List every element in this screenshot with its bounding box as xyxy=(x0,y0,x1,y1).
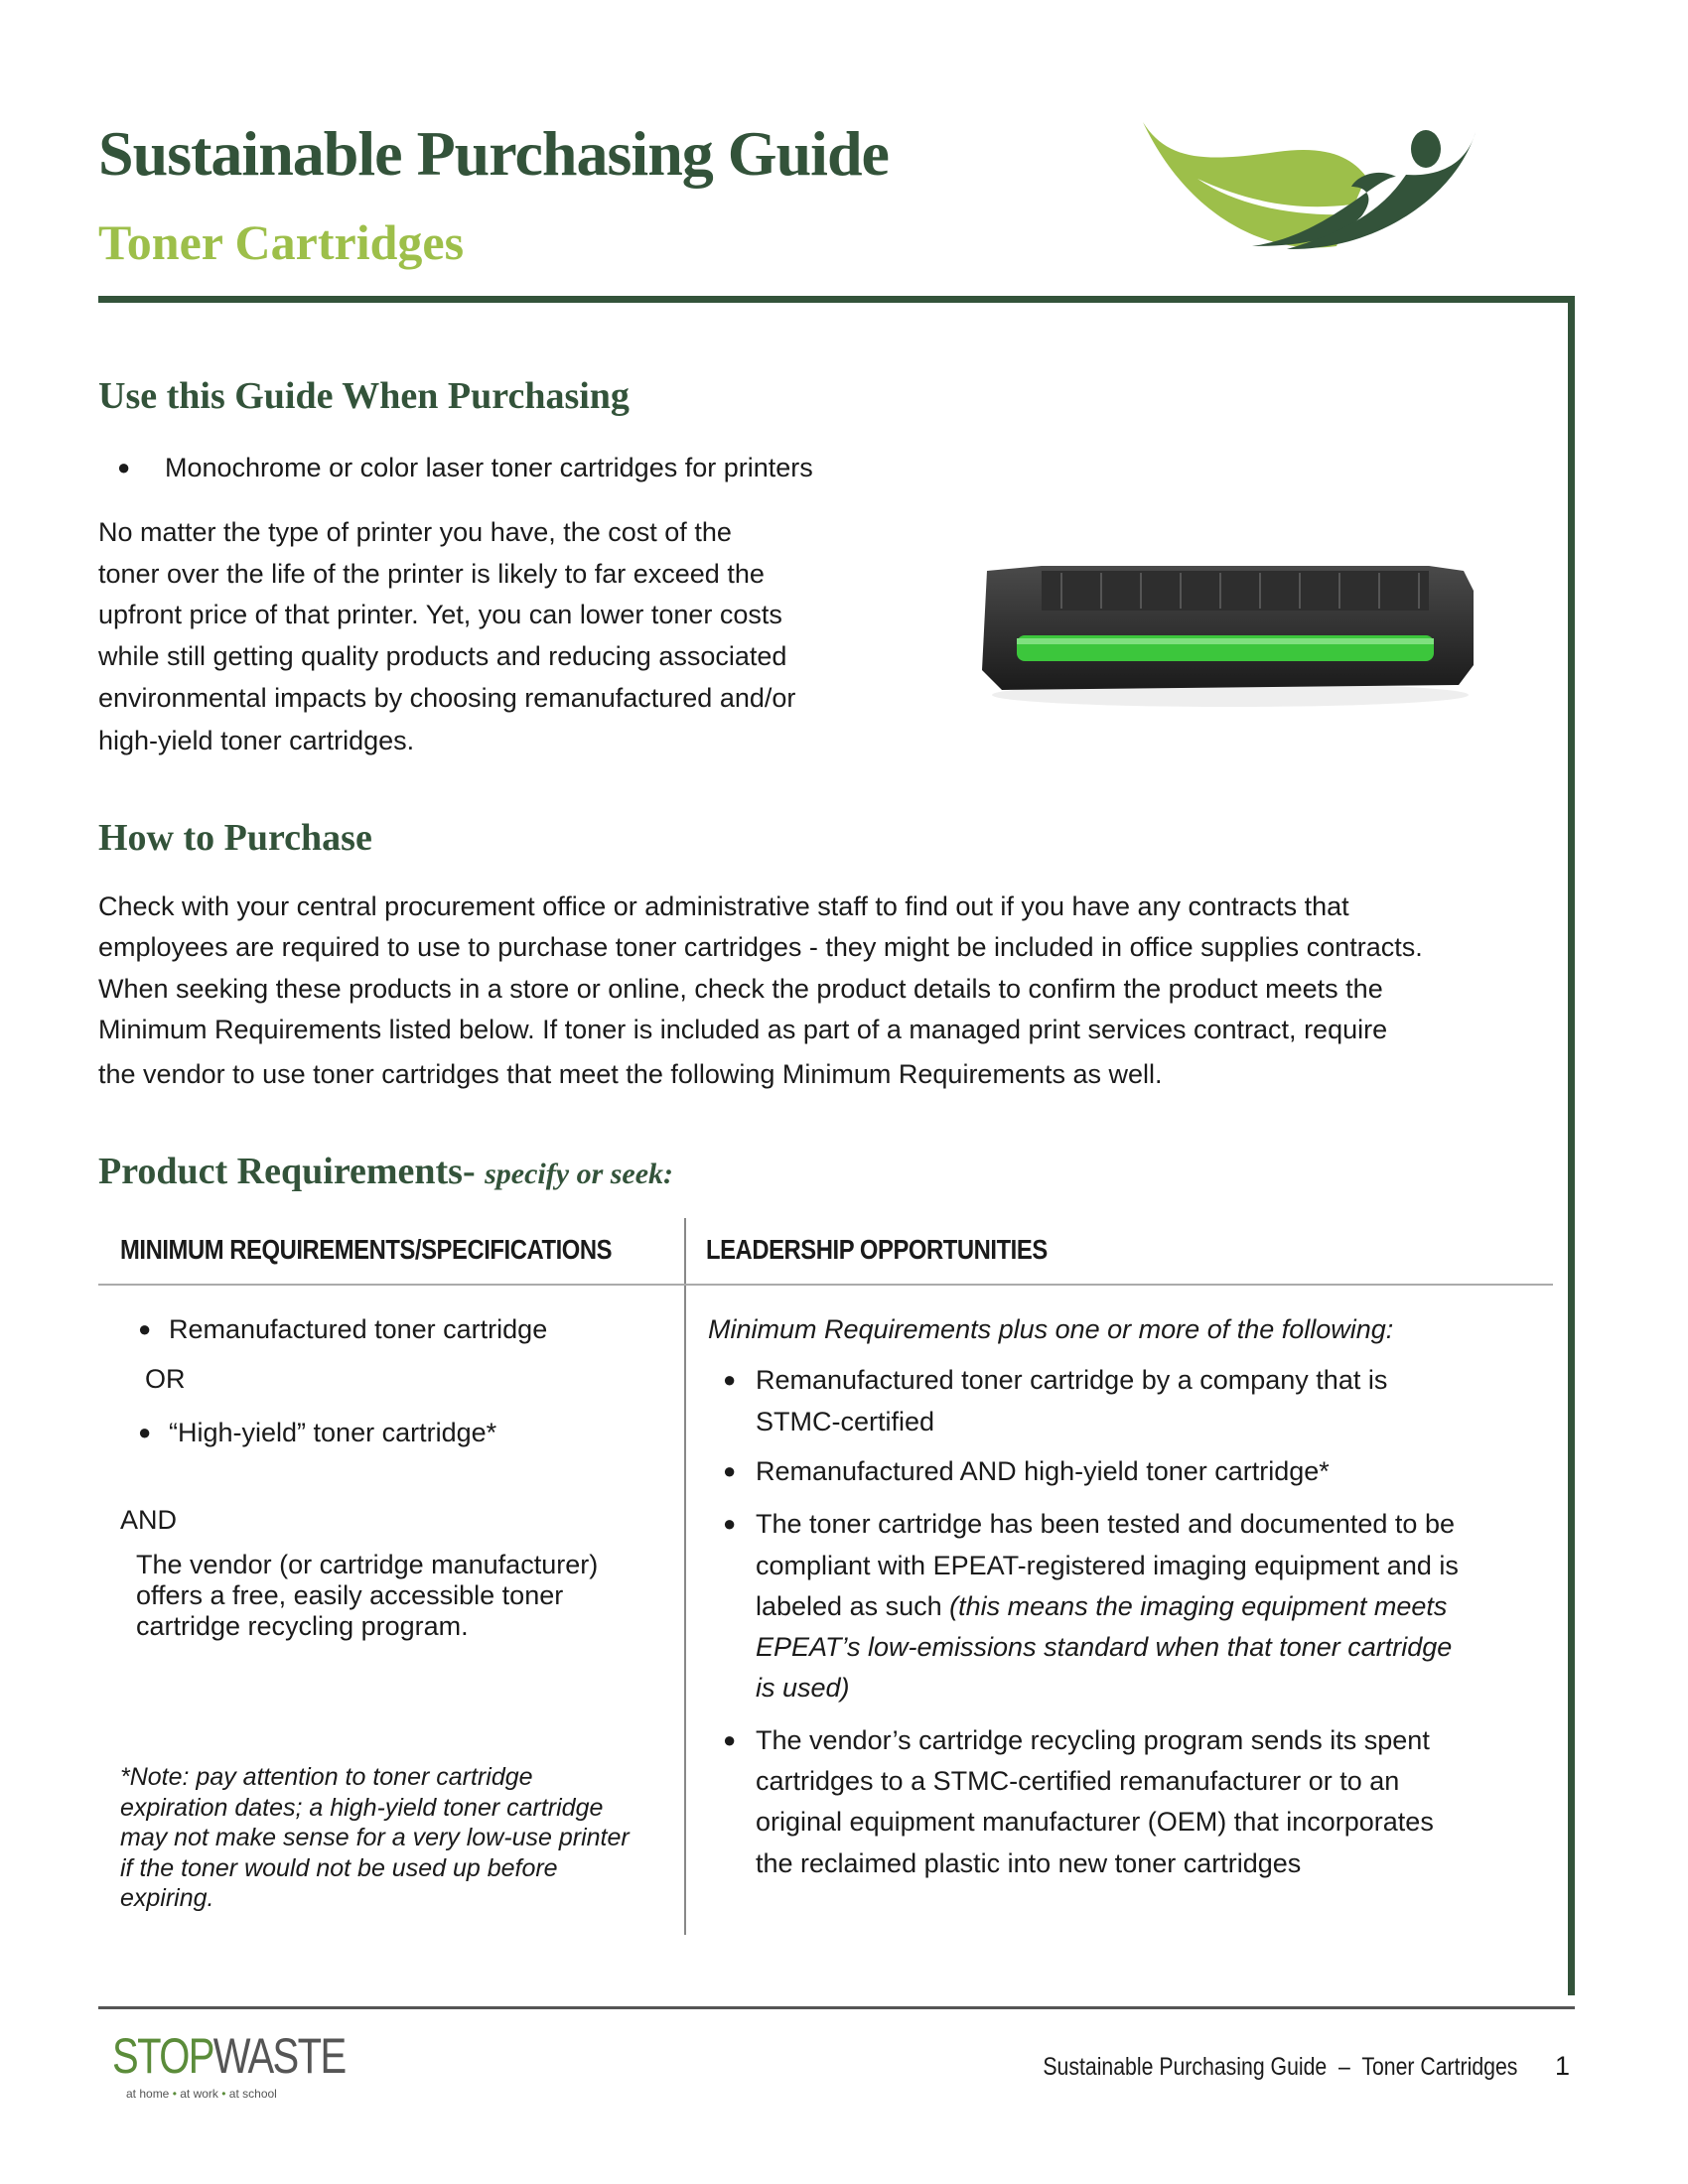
list-item-line: The vendor’s cartridge recycling program sends its spent xyxy=(756,1725,1430,1755)
list-item-line: EPEAT’s low-emissions standard when that toner cartridge xyxy=(756,1632,1453,1662)
paragraph-line: environmental impacts by choosing remanufactured and/or xyxy=(98,683,796,713)
paragraph-line: When seeking these products in a store or online, check the product details to confirm the product meets the xyxy=(98,974,1383,1004)
section-heading-how-to-purchase: How to Purchase xyxy=(98,817,372,859)
paragraph-line: No matter the type of printer you have, the cost of the xyxy=(98,517,732,547)
page-title: Sustainable Purchasing Guide xyxy=(98,118,889,189)
logo-tagline: at home • at work • at school xyxy=(126,2087,277,2101)
paragraph-line: upfront price of that printer. Yet, you can lower toner costs xyxy=(98,600,782,629)
section-heading-use-guide: Use this Guide When Purchasing xyxy=(98,375,630,417)
column-header-minimum: MINIMUM REQUIREMENTS/SPECIFICATIONS xyxy=(120,1234,613,1265)
bullet-icon: ● xyxy=(117,455,131,479)
list-item-line: Remanufactured toner cartridge by a company that is xyxy=(756,1365,1388,1395)
column-header-leadership: LEADERSHIP OPPORTUNITIES xyxy=(706,1234,1048,1265)
footer-divider xyxy=(98,2006,1575,2009)
list-item: “High-yield” toner cartridge* xyxy=(169,1418,497,1447)
list-item: Monochrome or color laser toner cartridges for printers xyxy=(165,453,813,482)
list-item-line: The toner cartridge has been tested and documented to be xyxy=(756,1509,1455,1539)
paragraph-line: Minimum Requirements listed below. If toner is included as part of a managed print services contract, require xyxy=(98,1015,1388,1044)
leaf-logo-icon xyxy=(1138,117,1480,251)
list-item-line: the reclaimed plastic into new toner cartridges xyxy=(756,1848,1302,1878)
paragraph-line: while still getting quality products and reducing associated xyxy=(98,641,787,671)
vendor-line: offers a free, easily accessible toner xyxy=(136,1580,564,1610)
list-item-line: STMC-certified xyxy=(756,1407,935,1436)
paragraph-line: Check with your central procurement office or administrative staff to find out if you have any contracts that xyxy=(98,891,1349,921)
section-heading-product-requirements xyxy=(98,1150,673,1193)
leadership-intro: Minimum Requirements plus one or more of the following: xyxy=(708,1314,1394,1344)
header-divider xyxy=(98,1284,1553,1286)
list-item-line: cartridges to a STMC-certified remanufacturer or to an xyxy=(756,1766,1400,1796)
note-line: expiration dates; a high-yield toner cartridge xyxy=(120,1794,604,1822)
bullet-icon: ● xyxy=(723,1458,737,1483)
column-divider xyxy=(684,1218,686,1935)
heading-suffix: specify or seek: xyxy=(485,1158,674,1190)
bullet-icon: ● xyxy=(723,1511,737,1536)
heading-text: Product Requirements- xyxy=(98,1151,476,1192)
footer-guide: Sustainable Purchasing Guide xyxy=(1042,2053,1327,2081)
note-line: may not make sense for a very low-use printer xyxy=(120,1824,630,1851)
note-line: expiring. xyxy=(120,1884,214,1912)
list-item-line: original equipment manufacturer (OEM) that incorporates xyxy=(756,1807,1434,1837)
paragraph-line: toner over the life of the printer is likely to far exceed the xyxy=(98,559,765,589)
list-item-line xyxy=(756,1589,1447,1623)
footer-dash: – xyxy=(1337,2053,1350,2081)
bullet-icon: ● xyxy=(138,1420,152,1444)
footer-topic: Toner Cartridges xyxy=(1360,2053,1517,2081)
vendor-line: The vendor (or cartridge manufacturer) xyxy=(136,1550,599,1579)
list-item-italic: (this means the imaging equipment meets xyxy=(949,1591,1448,1621)
stopwaste-logo: STOPWASTE at home • at work • at school xyxy=(112,2028,346,2101)
or-label: OR xyxy=(145,1364,186,1394)
paragraph-line: high-yield toner cartridges. xyxy=(98,726,415,755)
footer-title xyxy=(1043,2053,1517,2082)
page-number: 1 xyxy=(1555,2051,1571,2081)
bullet-icon: ● xyxy=(723,1727,737,1752)
bullet-icon: ● xyxy=(723,1367,737,1392)
vendor-line: cartridge recycling program. xyxy=(136,1611,469,1641)
note-line: if the toner would not be used up before xyxy=(120,1854,558,1882)
list-item-line: compliant with EPEAT-registered imaging equipment and is xyxy=(756,1551,1459,1580)
page-subtitle: Toner Cartridges xyxy=(98,214,465,270)
paragraph-line: employees are required to use to purchase toner cartridges - they might be included in office supplies contracts. xyxy=(98,932,1423,962)
toner-cartridge-image xyxy=(972,551,1478,710)
top-border xyxy=(98,296,1575,303)
list-item: Remanufactured toner cartridge xyxy=(169,1314,548,1344)
bullet-icon: ● xyxy=(138,1316,152,1341)
note-line: *Note: pay attention to toner cartridge xyxy=(120,1763,533,1791)
list-item: Remanufactured AND high-yield toner cartridge* xyxy=(756,1456,1330,1486)
list-item-line: is used) xyxy=(756,1673,850,1703)
list-item-text: labeled as such xyxy=(756,1591,950,1621)
and-label: AND xyxy=(120,1505,178,1535)
right-border xyxy=(1568,296,1575,1995)
paragraph-line: the vendor to use toner cartridges that meet the following Minimum Requirements as well. xyxy=(98,1059,1163,1089)
